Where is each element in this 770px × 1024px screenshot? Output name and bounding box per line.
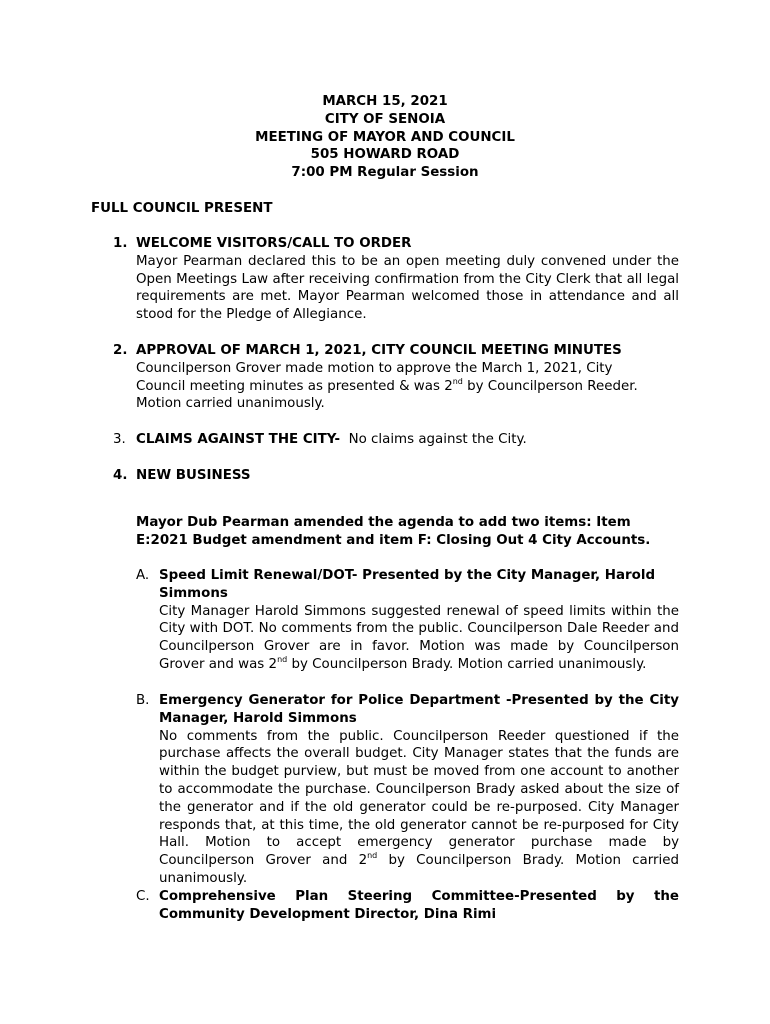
body-line: Motion carried unanimously. bbox=[136, 396, 325, 412]
section-number: 4. bbox=[113, 468, 128, 483]
section-number: 3. bbox=[113, 432, 126, 447]
ordinal-suffix: nd bbox=[277, 654, 288, 664]
section-title: NEW BUSINESS bbox=[136, 468, 251, 483]
item-emergency-generator bbox=[136, 692, 679, 888]
city-name: CITY OF SENOIA bbox=[324, 111, 446, 127]
section-number: 1. bbox=[113, 236, 128, 251]
section-number: 2. bbox=[113, 343, 128, 358]
section-claims bbox=[113, 431, 679, 449]
section-body: No claims against the City. bbox=[348, 432, 527, 447]
item-letter: B. bbox=[136, 693, 150, 708]
session-time: 7:00 PM Regular Session bbox=[291, 165, 479, 181]
item-body bbox=[159, 603, 679, 674]
body-line bbox=[136, 378, 679, 396]
meeting-title: MEETING OF MAYOR AND COUNCIL bbox=[255, 129, 515, 145]
attendance-note: FULL COUNCIL PRESENT bbox=[91, 201, 273, 216]
meeting-address: 505 HOWARD ROAD bbox=[310, 147, 460, 163]
section-line bbox=[136, 431, 679, 449]
item-letter: C. bbox=[136, 889, 150, 904]
section-body bbox=[136, 360, 679, 413]
item-title: Speed Limit Renewal/DOT- Presented by the City Manager, Harold Simmons bbox=[159, 568, 656, 601]
section-title: WELCOME VISITORS/CALL TO ORDER bbox=[136, 236, 412, 251]
body-text: by Councilperson Brady. Motion carried unanimously. bbox=[159, 853, 679, 886]
section-approval-minutes bbox=[113, 342, 679, 413]
document-header bbox=[0, 93, 770, 182]
item-comprehensive-plan bbox=[136, 888, 679, 924]
ordinal-suffix: nd bbox=[367, 851, 378, 861]
ordinal-suffix: nd bbox=[452, 376, 463, 386]
item-letter: A. bbox=[136, 568, 150, 583]
section-welcome bbox=[113, 235, 679, 324]
section-title: CLAIMS AGAINST THE CITY- bbox=[136, 432, 341, 447]
item-title: Emergency Generator for Police Department -Presented by the City Manager, Harold Simmons bbox=[159, 693, 679, 726]
section-title: APPROVAL OF MARCH 1, 2021, CITY COUNCIL MEETING MINUTES bbox=[136, 343, 622, 358]
section-new-business bbox=[113, 467, 679, 485]
item-title: Comprehensive Plan Steering Committee-Presented by the Community Development Director, Dina Rimi bbox=[159, 889, 679, 922]
agenda-amendment bbox=[136, 514, 676, 550]
body-text: No comments from the public. Councilperson Reeder questioned if the purchase affects the overall budget. City Manager states that the funds are within the budget purview, but must be moved from one account to another to accommodate the purchase. Councilperson Brady asked about the size of the generator and if the old generator could be re-purposed. City Manager responds that, at this time, the old generator cannot be re-purposed for City Hall. Motion to accept emergency generator purchase made by Councilperson Grover and 2 bbox=[159, 728, 679, 869]
body-text: by Councilperson Reeder. bbox=[462, 378, 638, 394]
amendment-text: Mayor Dub Pearman amended the agenda to add two items: Item E:2021 Budget amendment and item F: Closing Out 4 City Accounts. bbox=[136, 515, 651, 548]
section-body: Mayor Pearman declared this to be an open meeting duly convened under the Open Meetings Law after receiving confirmation from the City Clerk that all legal requirements are met. Mayor Pearman welcomed those in attendance and all stood for the Pledge of Allegiance. bbox=[136, 253, 679, 323]
body-line: Councilperson Grover made motion to approve the March 1, 2021, City bbox=[136, 360, 613, 376]
body-text: Council meeting minutes as presented & was 2 bbox=[136, 378, 453, 394]
item-body bbox=[159, 728, 679, 888]
body-text: City Manager Harold Simmons suggested renewal of speed limits within the City with DOT. No comments from the public. Councilperson Dale Reeder and Councilperson Grover are in favor. Motion was made by Councilperson Grover and was 2 bbox=[159, 603, 679, 672]
meeting-date: MARCH 15, 2021 bbox=[322, 94, 448, 109]
body-text: by Councilperson Brady. Motion carried unanimously. bbox=[287, 656, 647, 672]
item-speed-limit bbox=[136, 567, 679, 674]
